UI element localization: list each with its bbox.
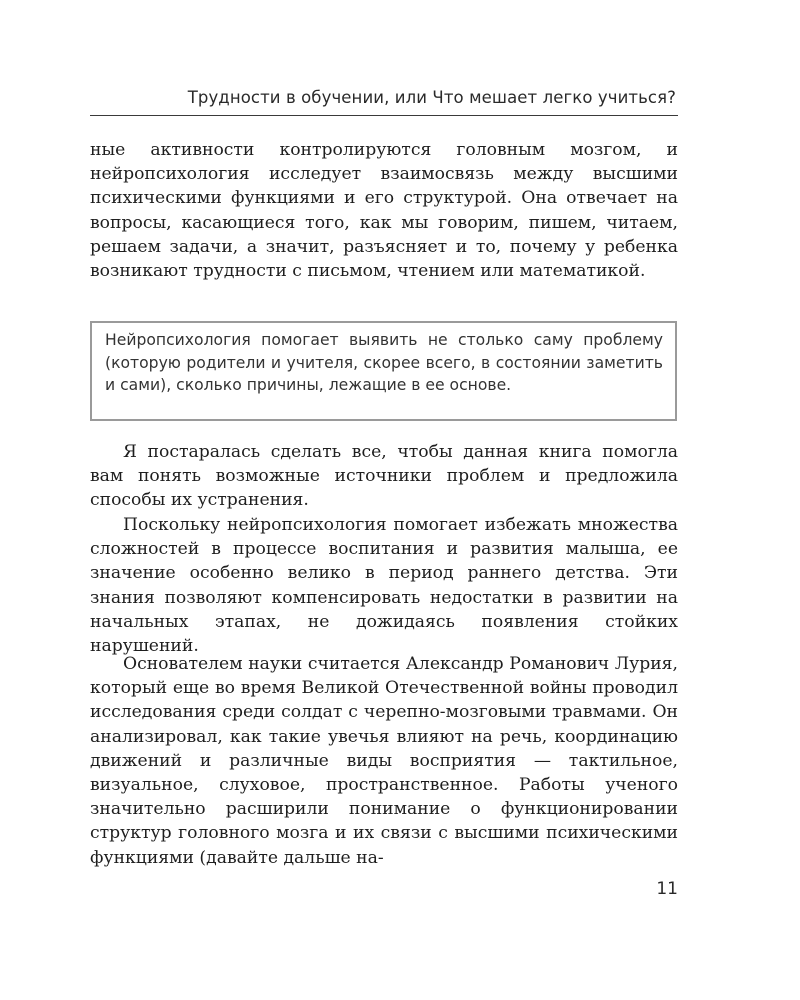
body-paragraph-2: Я постаралась сделать все, чтобы данная книга помогла вам понять возможные источники проблем и предложила способы их устранения. [90,442,678,511]
body-paragraph-3: Поскольку нейропсихология помогает избежать множества сложностей в процессе воспитания и развития малыша, ее значение особенно велико в период раннего детства. Эти знания позволяют компенсировать недостатки в развитии на начальных этапах, не дожидаясь появления стойких нарушений. [90,515,678,657]
running-title: Трудности в обучении, или Что мешает легко учиться? [187,88,676,107]
callout-text: Нейропсихология помогает выявить не столько саму проблему (которую родители и учителя, скорее всего, в состоянии заметить и сами), сколько причины, лежащие в ее основе. [105,331,663,394]
body-paragraph-1: ные активности контролируются головным мозгом, и нейропсихология исследует взаимосвязь между высшими психическими функциями и его структурой. Она отвечает на вопросы, касающиеся того, как мы говорим, пишем, читаем, решаем задачи, а значит, разъясняет и то, почему у ребенка возникают трудности с письмом, чтением или математикой. [90,140,678,282]
callout-box [90,321,677,421]
page-number: 11 [656,879,678,899]
running-header [90,86,678,116]
body-paragraph-4: Основателем науки считается Александр Романович Лурия, который еще во время Великой Отечественной войны проводил исследования среди солдат с черепно-мозговыми травмами. Он анализировал, как такие увечья влияют на речь, координацию движений и различные виды восприятия — тактильное, визуальное, слуховое, пространственное. Работы ученого значительно расширили понимание о функционировании структур головного мозга и их связи с высшими психическими функциями (давайте дальше на- [90,654,678,868]
